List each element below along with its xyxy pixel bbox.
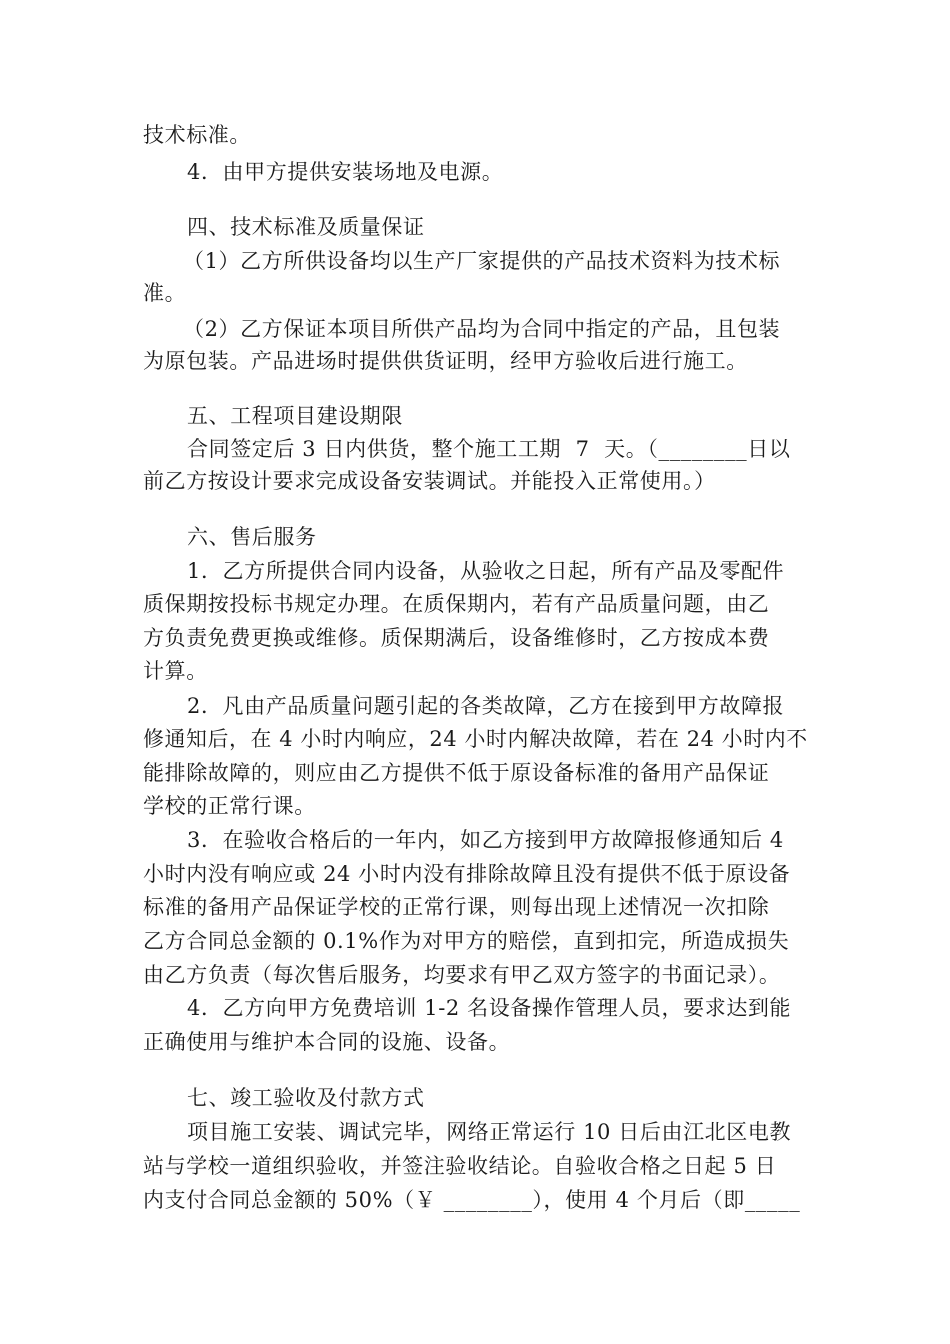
text-line-1: 技术标准。 [143,123,251,147]
text-line-5: 准。 [143,281,187,305]
section-heading-4: 四、技术标准及质量保证 [187,215,425,239]
section-heading-6: 六、售后服务 [187,525,317,549]
text-line-23: 乙方合同总金额的 0.1%作为对甲方的赔偿，直到扣完，所造成损失 [143,929,790,953]
text-line-17: 修通知后，在 4 小时内响应，24 小时内解决故障，若在 24 小时内不 [143,727,808,751]
section-heading-7: 七、竣工验收及付款方式 [187,1086,425,1110]
text-line-26: 正确使用与维护本合同的设施、设备。 [143,1030,511,1054]
text-line-30: 内支付合同总金额的 50%（￥ ________），使用 4 个月后（即_____ [143,1188,801,1212]
text-line-14: 方负责免费更换或维修。质保期满后，设备维修时，乙方按成本费 [143,626,770,650]
text-line-28: 项目施工安装、调试完毕，网络正常运行 10 日后由江北区电教 [187,1120,792,1144]
text-line-9: 合同签定后 3 日内供货，整个施工工期 7 天。（________日以 [187,437,791,461]
text-line-19: 学校的正常行课。 [143,794,316,818]
text-line-18: 能排除故障的，则应由乙方提供不低于原设备标准的备用产品保证 [143,761,770,785]
text-line-25: 4．乙方向甲方免费培训 1-2 名设备操作管理人员，要求达到能 [187,996,792,1020]
section-heading-5: 五、工程项目建设期限 [187,404,403,428]
text-line-7: 为原包装。产品进场时提供供货证明，经甲方验收后进行施工。 [143,349,748,373]
text-line-29: 站与学校一道组织验收，并签注验收结论。自验收合格之日起 5 日 [143,1154,777,1178]
text-line-4: （1）乙方所供设备均以生产厂家提供的产品技术资料为技术标 [183,249,781,273]
text-line-20: 3．在验收合格后的一年内，如乙方接到甲方故障报修通知后 4 [187,828,784,852]
text-line-6: （2）乙方保证本项目所供产品均为合同中指定的产品，且包装 [183,317,781,341]
text-line-13: 质保期按投标书规定办理。在质保期内，若有产品质量问题，由乙 [143,592,770,616]
text-line-10: 前乙方按设计要求完成设备安装调试。并能投入正常使用。） [143,469,716,493]
text-line-16: 2．凡由产品质量问题引起的各类故障，乙方在接到甲方故障报 [187,694,785,718]
text-line-24: 由乙方负责（每次售后服务，均要求有甲乙双方签字的书面记录）。 [143,963,781,987]
text-line-21: 小时内没有响应或 24 小时内没有排除故障且没有提供不低于原设备 [143,862,791,886]
text-line-2: 4．由甲方提供安装场地及电源。 [187,160,504,184]
text-line-15: 计算。 [143,659,208,683]
text-line-22: 标准的备用产品保证学校的正常行课，则每出现上述情况一次扣除 [143,895,770,919]
text-line-12: 1．乙方所提供合同内设备，从验收之日起，所有产品及零配件 [187,559,785,583]
